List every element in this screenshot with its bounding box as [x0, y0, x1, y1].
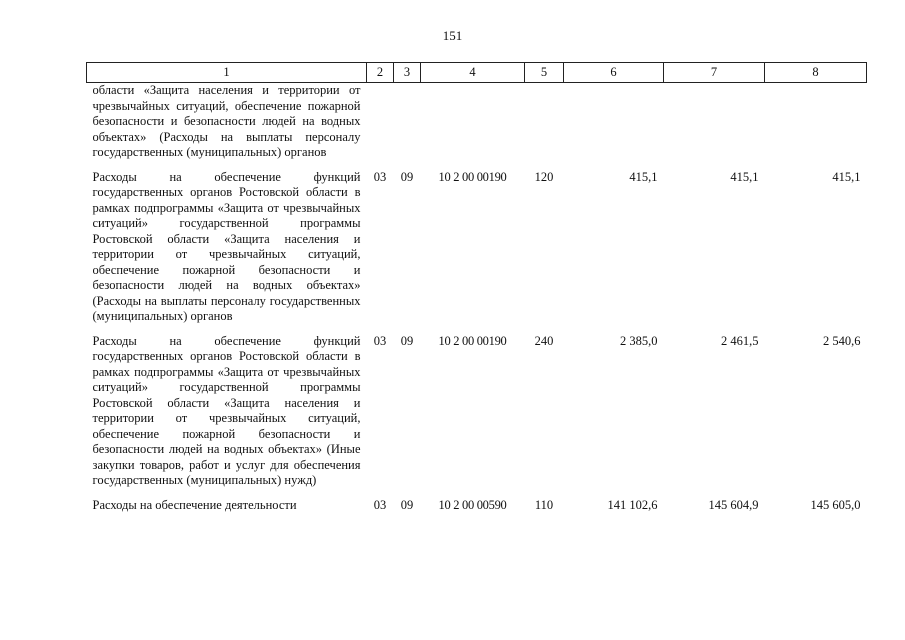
column-header: 1: [87, 63, 367, 83]
column-header: 5: [525, 63, 564, 83]
target-article-code: 10 2 00 00190: [438, 169, 507, 184]
table-row: [87, 495, 867, 520]
page-number: 151: [442, 28, 463, 43]
column-header: 7: [664, 63, 765, 83]
expense-type-code: 240: [534, 333, 554, 348]
section-code: 03: [373, 333, 387, 348]
amount-col6: 2 385,0: [620, 333, 658, 348]
subsection-code: [394, 83, 421, 167]
table-row: [87, 331, 867, 495]
section-code: [367, 83, 394, 167]
amount-col7: 415,1: [730, 169, 759, 184]
row-description: Расходы на обеспечение функций государственных органов Ростовской области в рамках подпрограммы «Защита от чрезвычайных ситуаций» государственной программы Ростовской области «Защита населения и территории от чрезвычайных ситуаций, обеспечение пожарной безопасности и безопасности людей на водных объектах» (Расходы на выплаты персоналу государственных (муниципальных) органов: [92, 169, 361, 323]
target-article-code: 10 2 00 00590: [438, 497, 507, 512]
column-header: 8: [765, 63, 867, 83]
subsection-code: 09: [400, 333, 414, 348]
table-row: [87, 83, 867, 167]
amount-col8: [765, 83, 867, 167]
amount-col8: 415,1: [832, 169, 861, 184]
expense-type-code: 110: [534, 497, 554, 512]
column-header: 3: [394, 63, 421, 83]
subsection-code: 09: [400, 169, 414, 184]
expense-type-code: 120: [534, 169, 554, 184]
table-header-row: [87, 63, 867, 83]
amount-col7: [664, 83, 765, 167]
row-description: Расходы на обеспечение функций государственных органов Ростовской области в рамках подпрограммы «Защита от чрезвычайных ситуаций» государственной программы Ростовской области «Защита населения и территории от чрезвычайных ситуаций, обеспечение пожарной безопасности и безопасности людей на водных объектах» (Иные закупки товаров, работ и услуг для обеспечения государственных (муниципальных) нужд): [92, 333, 361, 487]
column-header: 4: [421, 63, 525, 83]
subsection-code: 09: [400, 497, 414, 512]
budget-table: [86, 62, 867, 519]
row-description: Расходы на обеспечение деятельности: [92, 497, 297, 512]
target-article-code: [421, 83, 525, 167]
amount-col6: [564, 83, 664, 167]
expense-type-code: [525, 83, 564, 167]
row-description: области «Защита населения и территории от чрезвычайных ситуаций, обеспечение пожарной безопасности и безопасности людей на водных объектах» (Расходы на выплаты персоналу государственных (муниципальных) органов: [92, 83, 361, 159]
amount-col7: 2 461,5: [721, 333, 759, 348]
amount-col8: 145 605,0: [810, 497, 861, 512]
column-header: 2: [367, 63, 394, 83]
table-row: [87, 167, 867, 331]
section-code: 03: [373, 169, 387, 184]
amount-col6: 141 102,6: [607, 497, 658, 512]
column-header: 6: [564, 63, 664, 83]
amount-col6: 415,1: [629, 169, 658, 184]
section-code: 03: [373, 497, 387, 512]
amount-col7: 145 604,9: [708, 497, 759, 512]
target-article-code: 10 2 00 00190: [438, 333, 507, 348]
amount-col8: 2 540,6: [823, 333, 861, 348]
